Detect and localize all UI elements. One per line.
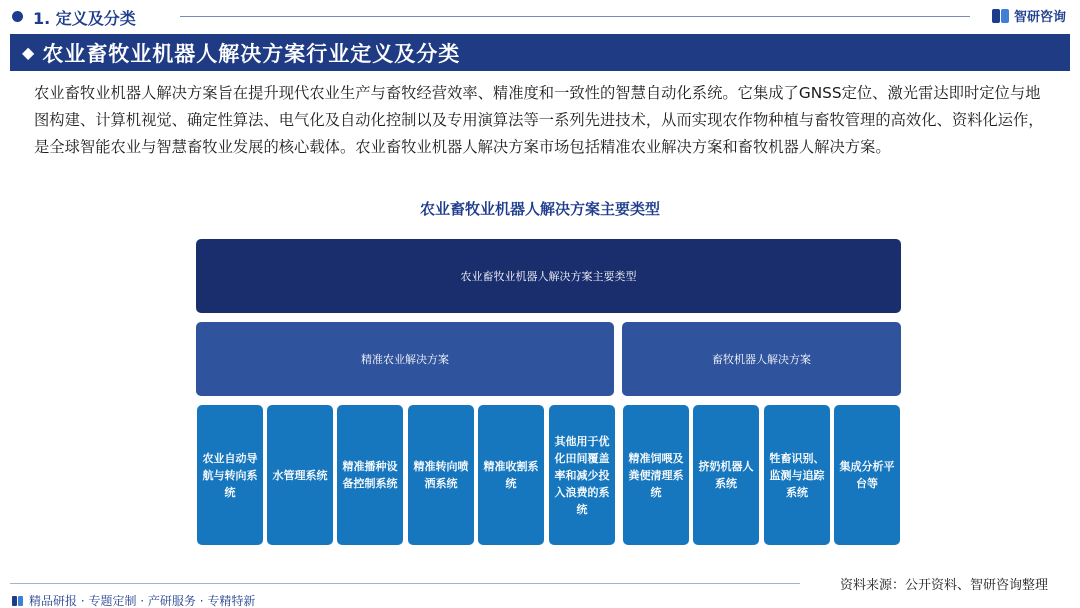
brand-logo-icon (992, 7, 1010, 25)
leaf-node: 精准播种设备控制系统 (337, 405, 403, 545)
diagram-title: 农业畜牧业机器人解决方案主要类型 (419, 200, 660, 218)
divider (180, 16, 970, 17)
root-node: 农业畜牧业机器人解决方案主要类型 (196, 239, 901, 313)
footer (12, 592, 255, 608)
leaf-node: 水管理系统 (267, 405, 333, 545)
section-dot-icon (12, 11, 23, 22)
category-node-precision-agriculture: 精准农业解决方案 (196, 322, 614, 396)
footer-divider (10, 583, 800, 584)
intro-paragraph: 农业畜牧业机器人解决方案旨在提升现代农业生产与畜牧经营效率、精准度和一致性的智慧自动化系统。它集成了GNSS定位、激光雷达即时定位与地图构建、计算机视觉、确定性算法、电气化及自动化控制以及专用演算法等一系列先进技术，从而实现农作物种植与畜牧管理的高效化、资料化运作，是全球智能农业与智慧畜牧业发展的核心载体。农业畜牧业机器人解决方案市场包括精准农业解决方案和畜牧机器人解决方案。 (34, 84, 1044, 156)
diamond-icon: ◆ (22, 43, 35, 62)
brand-name: 智研咨询 (1014, 10, 1067, 25)
brand (992, 6, 1066, 25)
source-note: 资料来源：公开资料、智研咨询整理 (839, 578, 1048, 593)
leaf-node: 精准饲喂及粪便清理系统 (623, 405, 689, 545)
leaf-node: 集成分析平台等 (834, 405, 900, 545)
leaf-node: 挤奶机器人系统 (693, 405, 759, 545)
leaf-node: 精准收割系统 (478, 405, 544, 545)
leaf-node: 其他用于优化田间覆盖率和减少投入浪费的系统 (549, 405, 615, 545)
footer-logo-icon (12, 595, 24, 607)
section-label: 1. 定义及分类 (33, 9, 136, 28)
page-title: 农业畜牧业机器人解决方案行业定义及分类 (42, 41, 461, 66)
category-node-livestock-robot: 畜牧机器人解决方案 (622, 322, 901, 396)
leaf-node: 农业自动导航与转向系统 (197, 405, 263, 545)
leaf-node: 精准转向喷洒系统 (408, 405, 474, 545)
title-band (10, 34, 1070, 71)
top-bar (0, 0, 1080, 34)
footer-text: 精品研报 · 专题定制 · 产研服务 · 专精特新 (29, 594, 256, 608)
leaf-node: 牲畜识别、监测与追踪系统 (764, 405, 830, 545)
